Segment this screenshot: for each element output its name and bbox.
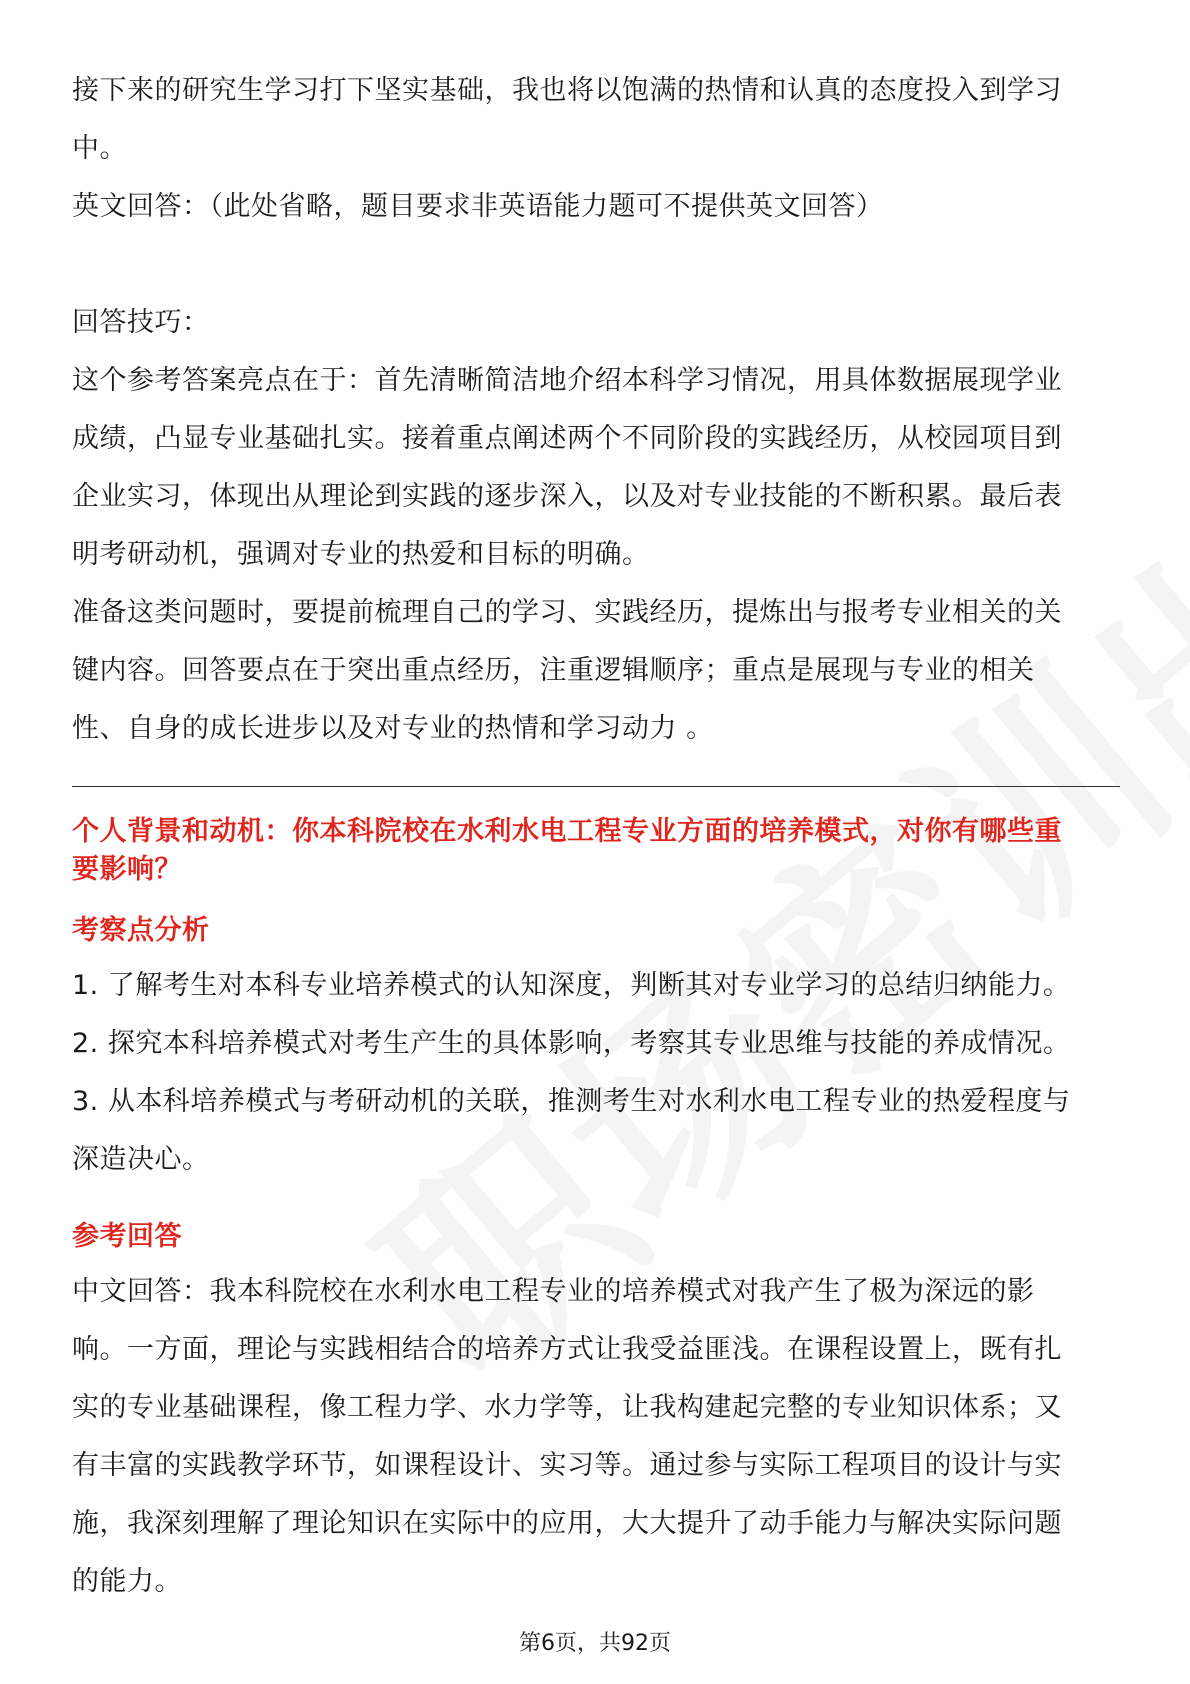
page-number: 第6页，共92页 [519, 1631, 671, 1656]
analysis-item: 深造决心。 [72, 1144, 210, 1175]
tips-paragraph-line: 成绩，凸显专业基础扎实。接着重点阐述两个不同阶段的实践经历，从校园项目到 [72, 423, 1062, 454]
section-divider [72, 786, 1120, 787]
analysis-item: 1. 了解考生对本科专业培养模式的认知深度，判断其对专业学习的总结归纳能力。 [72, 970, 1071, 1001]
answer-line: 中文回答：我本科院校在水利水电工程专业的培养模式对我产生了极为深远的影 [72, 1276, 1035, 1307]
answer-line: 响。一方面，理论与实践相结合的培养方式让我受益匪浅。在课程设置上，既有扎 [72, 1334, 1062, 1365]
tips-paragraph-line: 企业实习，体现出从理论到实践的逐步深入，以及对专业技能的不断积累。最后表 [72, 481, 1062, 512]
tips-paragraph-line: 这个参考答案亮点在于：首先清晰简洁地介绍本科学习情况，用具体数据展现学业 [72, 365, 1062, 396]
analysis-item: 2. 探究本科培养模式对考生产生的具体影响，考察其专业思维与技能的养成情况。 [72, 1028, 1071, 1059]
tips-title: 回答技巧： [72, 307, 210, 338]
page-content [72, 62, 1120, 1611]
question-title-line: 个人背景和动机：你本科院校在水利水电工程专业方面的培养模式，对你有哪些重 [72, 816, 1062, 847]
tips-paragraph-line: 性、自身的成长进步以及对专业的热情和学习动力 。 [72, 713, 714, 744]
question-title-line: 要影响？ [72, 854, 182, 885]
answer-heading: 参考回答 [72, 1221, 182, 1252]
tips-paragraph-line: 明考研动机，强调对专业的热爱和目标的明确。 [72, 539, 650, 570]
answer-line: 实的专业基础课程，像工程力学、水力学等，让我构建起完整的专业知识体系；又 [72, 1392, 1062, 1423]
intro-line: 接下来的研究生学习打下坚实基础，我也将以饱满的热情和认真的态度投入到学习 [72, 75, 1062, 106]
english-answer-note: 英文回答：（此处省略，题目要求非英语能力题可不提供英文回答） [72, 191, 884, 222]
answer-line: 有丰富的实践教学环节，如课程设计、实习等。通过参与实际工程项目的设计与实 [72, 1450, 1062, 1481]
tips-paragraph-line: 键内容。回答要点在于突出重点经历，注重逻辑顺序；重点是展现与专业的相关 [72, 655, 1035, 686]
intro-line: 中。 [72, 133, 127, 164]
analysis-item: 3. 从本科培养模式与考研动机的关联，推测考生对水利水电工程专业的热爱程度与 [72, 1086, 1071, 1117]
tips-paragraph-line: 准备这类问题时，要提前梳理自己的学习、实践经历，提炼出与报考专业相关的关 [72, 597, 1062, 628]
blank-line [72, 236, 1120, 294]
answer-line: 的能力。 [72, 1566, 182, 1597]
analysis-heading: 考察点分析 [72, 915, 210, 946]
answer-line: 施，我深刻理解了理论知识在实际中的应用，大大提升了动手能力与解决实际问题 [72, 1508, 1062, 1539]
